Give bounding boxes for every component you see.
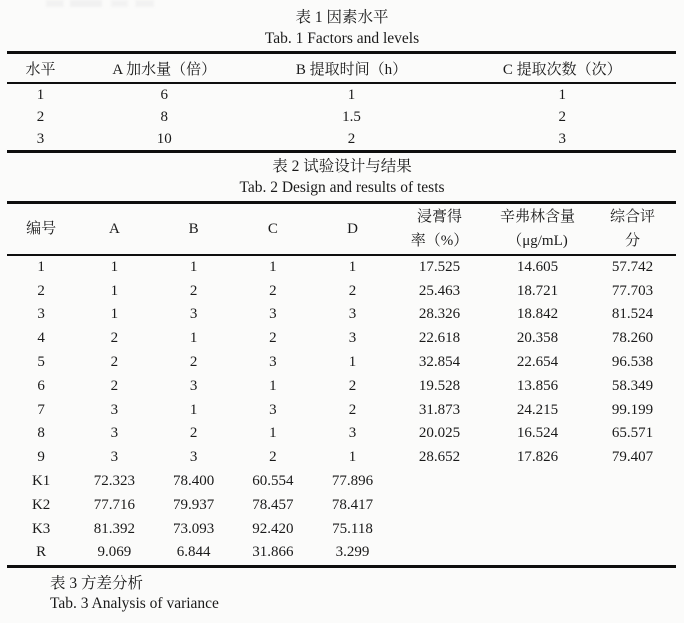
header-row	[7, 203, 676, 255]
cell: 78.260	[611, 330, 654, 347]
table1-caption	[0, 0, 684, 49]
cell	[486, 541, 589, 566]
cell: 8	[160, 108, 168, 125]
cell: 1	[189, 401, 198, 418]
table-row	[7, 446, 676, 470]
column-header-times: C 提取次数（次）	[502, 61, 622, 78]
cell: 78.400	[173, 473, 215, 490]
cell: 31.873	[418, 401, 461, 418]
column-header-overall-score: 综合评 分	[609, 208, 655, 249]
cell: 5	[37, 354, 45, 371]
cell	[393, 541, 486, 566]
cell: 22.618	[418, 330, 461, 347]
cell: 2	[348, 401, 357, 418]
cell: 1	[347, 86, 356, 103]
cell: 77.703	[611, 282, 654, 299]
table3-caption-zh: 表 3 方差分析	[50, 574, 144, 592]
cell: 81.524	[611, 306, 654, 323]
cell	[486, 517, 589, 541]
table3-caption-en: Tab. 3 Analysis of variance	[50, 594, 219, 612]
cell: 92.420	[252, 520, 294, 537]
cell: 9.069	[97, 544, 132, 561]
column-header-time: B 提取时间（h）	[295, 61, 408, 78]
cell: K1	[31, 473, 51, 490]
cell: 3	[110, 425, 119, 442]
cell: 99.199	[611, 401, 654, 418]
cell: 1	[36, 86, 45, 103]
table2-body	[7, 255, 676, 567]
cell: 31.866	[252, 544, 294, 561]
table-row	[7, 517, 676, 541]
cell: 1	[189, 330, 198, 347]
cell: R	[36, 544, 47, 561]
cell: 3	[189, 449, 198, 466]
cell: 2	[189, 282, 198, 299]
cell: 2	[348, 282, 357, 299]
table-row	[7, 398, 676, 422]
cell: 65.571	[611, 425, 654, 442]
cell: 73.093	[173, 520, 215, 537]
column-header-synephrine: 辛弗林含量 （μg/mL)	[499, 208, 575, 249]
cell: 7	[37, 401, 45, 418]
cell: 2	[189, 425, 198, 442]
cell: 14.605	[516, 258, 559, 275]
cell: 1	[37, 258, 45, 275]
cell: 3	[558, 130, 566, 147]
cell: 28.326	[418, 306, 461, 323]
cell: 79.937	[173, 496, 215, 513]
cell	[486, 493, 589, 517]
scan-artifact	[46, 0, 154, 7]
cell: 1	[348, 258, 357, 275]
table-row	[7, 351, 676, 375]
cell: 3	[110, 401, 119, 418]
cell: 4	[37, 330, 45, 347]
table-row	[7, 470, 676, 494]
table2-caption	[0, 153, 684, 198]
cell: 2	[269, 449, 277, 466]
column-header-level: 水平	[25, 61, 56, 78]
table-row	[7, 303, 676, 327]
cell: 3	[269, 354, 277, 371]
table3-caption	[0, 568, 684, 614]
cell: 2	[110, 377, 119, 394]
table-row	[7, 106, 676, 128]
column-header-number: 编号	[26, 220, 57, 237]
column-header-a: A	[108, 220, 120, 237]
factors-levels-table	[7, 51, 676, 153]
cell: 20.358	[516, 330, 559, 347]
cell: 1.5	[342, 108, 361, 125]
column-header-water: A 加水量（倍）	[112, 61, 217, 78]
table-row	[7, 83, 676, 106]
cell	[589, 493, 676, 517]
table1-caption-en: Tab. 1 Factors and levels	[264, 30, 420, 47]
cell: 3	[348, 425, 357, 442]
cell: 3	[110, 449, 119, 466]
cell: 18.842	[516, 306, 559, 323]
cell: 96.538	[611, 354, 654, 371]
cell: 25.463	[418, 282, 461, 299]
column-header-extract-yield: 浸膏得 率（%）	[410, 208, 469, 249]
cell: 9	[37, 449, 45, 466]
cell: 1	[348, 354, 357, 371]
cell	[486, 470, 589, 494]
cell: 1	[558, 86, 566, 103]
cell	[589, 541, 676, 566]
cell	[393, 517, 486, 541]
cell: K2	[31, 496, 51, 513]
cell: 1	[110, 306, 119, 323]
cell: 78.417	[331, 496, 374, 513]
cell: 58.349	[611, 377, 654, 394]
header-row	[7, 53, 676, 84]
table-row	[7, 541, 676, 566]
table-row	[7, 422, 676, 446]
cell: 3	[348, 330, 357, 347]
cell: 75.118	[332, 520, 373, 537]
cell: 2	[558, 108, 566, 125]
cell: 24.215	[516, 401, 559, 418]
cell: 3	[348, 306, 357, 323]
table-row	[7, 327, 676, 351]
cell: 60.554	[252, 473, 294, 490]
table1-body	[7, 83, 676, 152]
cell: 1	[269, 425, 277, 442]
table-row	[7, 493, 676, 517]
cell: 81.392	[93, 520, 135, 537]
column-header-b: B	[188, 220, 199, 237]
cell: 1	[348, 449, 357, 466]
cell: 2	[347, 130, 356, 147]
cell	[589, 517, 676, 541]
cell: 17.826	[516, 449, 559, 466]
cell: 77.716	[93, 496, 135, 513]
cell: 3	[36, 130, 45, 147]
cell: 3.299	[335, 544, 370, 561]
column-header-d: D	[347, 220, 358, 237]
cell: 2	[37, 282, 45, 299]
cell: 77.896	[331, 473, 374, 490]
cell: 3	[189, 377, 198, 394]
cell: 28.652	[418, 449, 461, 466]
cell: 2	[110, 354, 119, 371]
cell: 2	[269, 330, 277, 347]
cell: 22.654	[516, 354, 559, 371]
cell: 2	[110, 330, 119, 347]
cell: 3	[189, 306, 198, 323]
cell: 3	[269, 401, 277, 418]
cell: 10	[156, 130, 172, 147]
cell: 2	[269, 282, 277, 299]
cell: 2	[36, 108, 45, 125]
cell: 32.854	[418, 354, 461, 371]
cell: 72.323	[93, 473, 135, 490]
cell: 18.721	[516, 282, 559, 299]
cell: 6	[160, 86, 168, 103]
cell: 6	[37, 377, 45, 394]
cell: 79.407	[611, 449, 654, 466]
cell: 1	[110, 258, 119, 275]
cell: 6.844	[176, 544, 211, 561]
cell: 20.025	[418, 425, 461, 442]
cell: 2	[348, 377, 357, 394]
cell: 2	[189, 354, 198, 371]
design-results-table	[7, 201, 676, 568]
cell: 16.524	[516, 425, 559, 442]
cell: 57.742	[611, 258, 654, 275]
cell: 17.525	[418, 258, 461, 275]
table-row	[7, 279, 676, 303]
cell	[393, 470, 486, 494]
cell: 3	[269, 306, 277, 323]
cell: 78.457	[252, 496, 294, 513]
table-row	[7, 374, 676, 398]
cell: K3	[31, 520, 51, 537]
cell: 1	[269, 258, 277, 275]
cell: 8	[37, 425, 45, 442]
cell: 1	[110, 282, 119, 299]
column-header-c: C	[267, 220, 278, 237]
cell: 13.856	[516, 377, 559, 394]
table2-caption-en: Tab. 2 Design and results of tests	[239, 179, 445, 196]
cell: 1	[269, 377, 277, 394]
table-row	[7, 128, 676, 152]
cell: 3	[37, 306, 45, 323]
table-row	[7, 255, 676, 280]
cell	[393, 493, 486, 517]
table1-caption-zh: 表 1 因素水平	[295, 9, 389, 26]
cell: 1	[189, 258, 198, 275]
table2-caption-zh: 表 2 试验设计与结果	[272, 158, 412, 175]
cell	[589, 470, 676, 494]
cell: 19.528	[418, 377, 461, 394]
